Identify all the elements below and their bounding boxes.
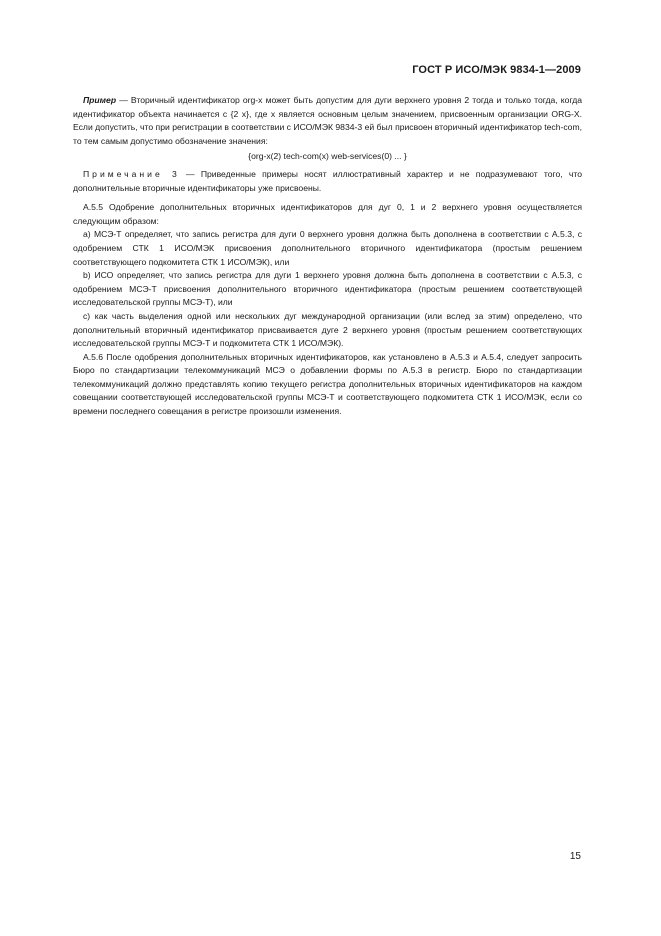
example-label: Пример [83, 95, 117, 105]
section-a55-item-a: а) МСЭ-Т определяет, что запись регистра для дуги 0 верхнего уровня должна быть дополнена в соответствии с А.5.3, с одобрением СТК 1 ИСО/МЭК присвоения дополнительного вторичного идентификатора (простым решением соответствующего подкомитета СТК 1 ИСО/МЭК), или [73, 229, 582, 267]
note-text: — Приведенные примеры носят иллюстративный характер и не подразумевают того, что дополнительные вторичные идентификаторы уже присвоены. [73, 168, 582, 193]
page-number: 15 [569, 851, 581, 862]
document-body [73, 94, 582, 419]
example-paragraph [73, 94, 582, 148]
example-text: — Вторичный идентификатор org-x может быть допустим для дуги верхнего уровня 2 тогда и только тогда, когда идентификатор объекта начинается с {2 x}, где x является основным целым значением, присвоенным организации ORG-X. Если допустить, что при регистрации в соответствии с ИСО/МЭК 9834-3 ей был присвоен вторичный идентификатор tech-com, то тем самым допустимо обозначение значения: [73, 95, 582, 146]
formula: {org-x(2) tech-com(x) web-services(0) ... } [248, 151, 407, 162]
document-header: ГОСТ Р ИСО/МЭК 9834-1—2009 [412, 64, 581, 76]
section-a55-intro: А.5.5 Одобрение дополнительных вторичных идентификаторов для дуг 0, 1 и 2 верхнего уровня осуществляется следующим образом: [73, 202, 582, 226]
section-a55-item-c: с) как часть выделения одной или нескольких дуг международной организации (или вслед за этим) определено, что дополнительный вторичный идентификатор присваивается дуге 2 верхнего уровня (простым решением соответствующих исследовательской группы МСЭ-Т и подкомитета СТК 1 ИСО/МЭК). [73, 310, 582, 349]
section-a56: А.5.6 После одобрения дополнительных вторичных идентификаторов, как установлено в А.5.3 и А.5.4, следует запросить Бюро по стандартизации телекоммуникаций МСЭ о добавлении формы по А.5.3 в регистр. Бюро по стандартизации телекоммуникаций должно представлять копию текущего регистра дополнительных вторичных идентификаторов на каждом совещании соответствующей исследовательской группы МСЭ-Т и соответствующего подкомитета СТК 1 ИСО/МЭК, если со времени последнего совещания в регистре произошли изменения. [73, 351, 582, 417]
note-label: Примечание 3 [83, 168, 180, 179]
section-a55-item-b: b) ИСО определяет, что запись регистра для дуги 1 верхнего уровня должна быть дополнена в соответствии с А.5.3, с одобрением МСЭ-Т присвоения дополнительного вторичного идентификатора (простым решением соответствующей исследовательской группы МСЭ-Т), или [73, 270, 582, 308]
note-paragraph [73, 168, 582, 195]
